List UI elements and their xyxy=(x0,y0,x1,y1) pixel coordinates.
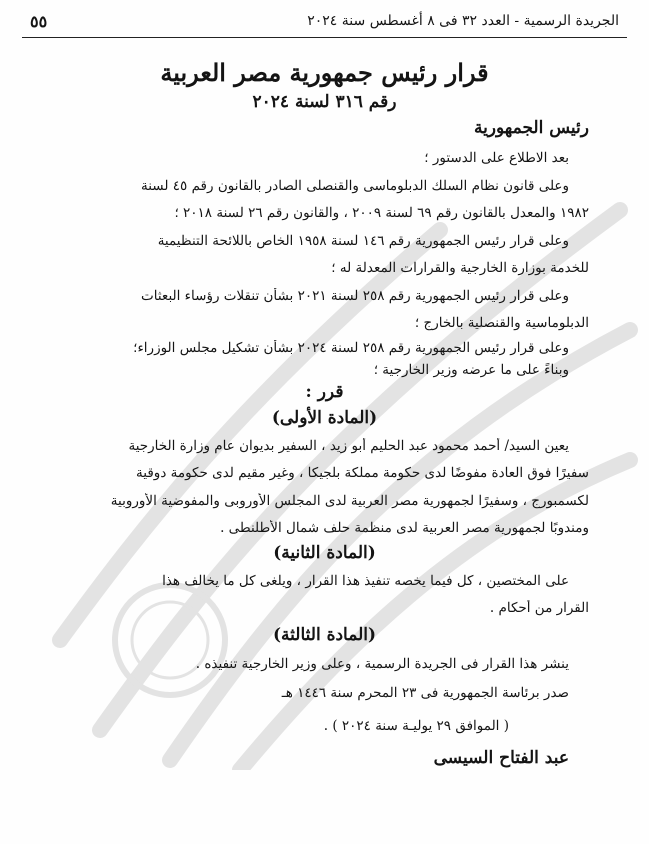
article-2-line: على المختصين ، كل فيما يخصه تنفيذ هذا القرار ، ويلغى كل ما يخالف هذا xyxy=(162,573,569,589)
preamble-line: للخدمة بوزارة الخارجية والقرارات المعدلة له ؛ xyxy=(331,260,589,276)
decree-title: قرار رئيس جمهورية مصر العربية xyxy=(160,58,489,87)
article-2-line: القرار من أحكام . xyxy=(489,600,589,616)
president-signature: عبد الفتاح السيسى xyxy=(433,748,569,768)
issued-date-gregorian: ( الموافق ٢٩ يوليـة سنة ٢٠٢٤ ) . xyxy=(323,718,509,734)
preamble-line: وعلى قرار رئيس الجمهورية رقم ٢٥٨ لسنة ٢٠٢٤ بشأن تشكيل مجلس الوزراء؛ xyxy=(133,340,569,356)
issued-date-hijri: صدر برئاسة الجمهورية فى ٢٣ المحرم سنة ١٤٤٦ هـ xyxy=(281,685,569,701)
preamble-line: وعلى قرار رئيس الجمهورية رقم ٢٥٨ لسنة ٢٠٢١ بشأن تنقلات رؤساء البعثات xyxy=(141,288,569,304)
gazette-info: الجريدة الرسمية - العدد ٣٢ فى ٨ أغسطس سنة ٢٠٢٤ xyxy=(307,13,619,29)
preamble-line: بعد الاطلاع على الدستور ؛ xyxy=(424,150,569,166)
header-rule xyxy=(22,37,627,38)
preamble-line: الدبلوماسية والقنصلية بالخارج ؛ xyxy=(414,315,589,331)
article-1-line: ومندوبًا لجمهورية مصر العربية لدى منظمة حلف شمال الأطلنطى . xyxy=(220,520,589,536)
preamble-line: وعلى قرار رئيس الجمهورية رقم ١٤٦ لسنة ١٩٥٨ الخاص باللائحة التنظيمية xyxy=(157,233,569,249)
issuer-heading: رئيس الجمهورية xyxy=(473,118,589,138)
preamble-line: وبناءً على ما عرضه وزير الخارجية ؛ xyxy=(373,362,569,378)
article-1-heading: (المادة الأولى) xyxy=(271,408,378,428)
article-3-line: ينشر هذا القرار فى الجريدة الرسمية ، وعلى وزير الخارجية تنفيذه . xyxy=(195,656,569,672)
page-header xyxy=(30,10,619,32)
decree-number: رقم ٣١٦ لسنة ٢٠٢٤ xyxy=(252,92,397,112)
page-number: ٥٥ xyxy=(30,11,48,31)
article-2-heading: (المادة الثانية) xyxy=(273,543,376,563)
preamble-line: وعلى قانون نظام السلك الدبلوماسى والقنصلى الصادر بالقانون رقم ٤٥ لسنة xyxy=(141,178,569,194)
article-1-line: يعين السيد/ أحمد محمود عبد الحليم أبو زيد ، السفير بديوان عام وزارة الخارجية xyxy=(128,438,569,454)
decided-heading: قرر : xyxy=(305,382,344,402)
article-1-line: لكسمبورج ، وسفيرًا لجمهورية مصر العربية لدى المجلس الأوروبى والمفوضية الأوروبية xyxy=(110,493,589,509)
article-3-heading: (المادة الثالثة) xyxy=(272,625,377,645)
preamble-line: ١٩٨٢ والمعدل بالقانون رقم ٦٩ لسنة ٢٠٠٩ ، والقانون رقم ٢٦ لسنة ٢٠١٨ ؛ xyxy=(174,205,589,221)
article-1-line: سفيرًا فوق العادة مفوضًا لدى حكومة مملكة بلجيكا ، وغير مقيم لدى حكومة دوقية xyxy=(136,465,589,481)
